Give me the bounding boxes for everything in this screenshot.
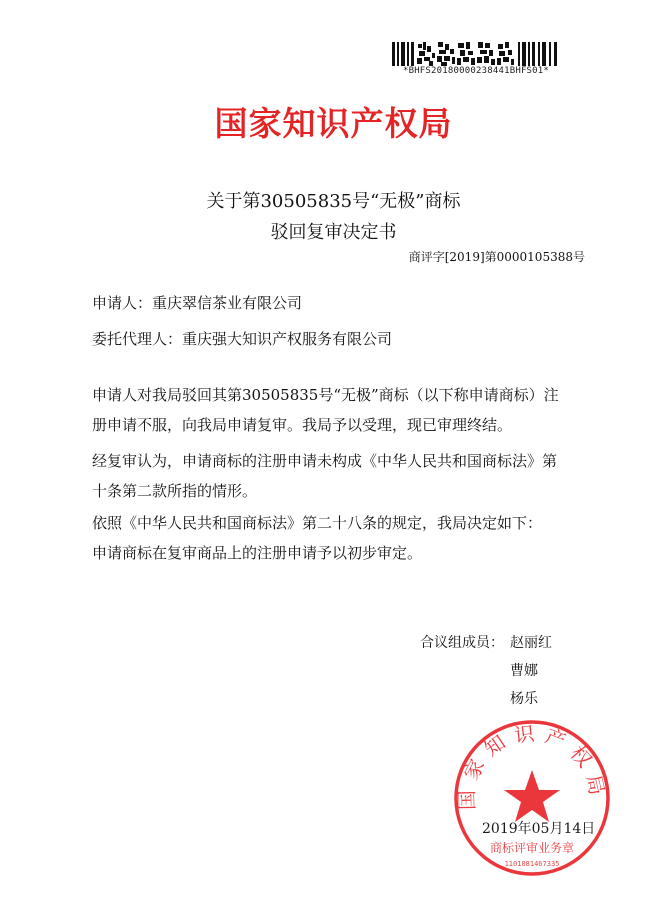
barcode — [392, 42, 560, 66]
panel-member: 赵丽红 — [510, 635, 552, 651]
panel-member: 杨乐 — [510, 691, 538, 707]
panel-member: 曹娜 — [510, 663, 538, 679]
official-seal — [452, 718, 612, 878]
agency-name: 国家知识产权局 — [214, 104, 453, 143]
svg-text:商标评审业务章: 商标评审业务章 — [489, 841, 575, 855]
applicant: 申请人：重庆翠信茶业有限公司 — [92, 294, 303, 312]
body-paragraph-3: 依照《中华人民共和国商标法》第二十八条的规定，我局决定如下： — [92, 514, 543, 532]
body-line: 申请人对我局驳回其第30505835号“无极”商标（以下称申请商标）注 — [92, 386, 559, 404]
svg-text:国家知识产权局: 国家知识产权局 — [454, 721, 610, 811]
agent: 委托代理人：重庆强大知识产权服务有限公司 — [92, 330, 393, 348]
body-line: 十条第二款所指的情形。 — [92, 482, 258, 500]
body-paragraph-2 — [92, 446, 574, 506]
body-paragraph-4: 申请商标在复审商品上的注册申请予以初步审定。 — [92, 544, 423, 562]
document-title-line2: 驳回复审决定书 — [270, 222, 397, 243]
body-paragraph-1 — [92, 380, 574, 440]
document-title-line1: 关于第30505835号“无极”商标 — [206, 191, 461, 212]
svg-text:1101081467335: 1101081467335 — [504, 860, 560, 868]
body-line: 册申请不服，向我局申请复审。我局予以受理，现已审理终结。 — [92, 416, 513, 434]
seal-date: 2019年05月14日 — [482, 821, 596, 837]
document-number: 商评字[2019]第0000105388号 — [408, 250, 585, 264]
body-line: 经复审认为，申请商标的注册申请未构成《中华人民共和国商标法》第 — [92, 452, 558, 470]
barcode-number: *BHFS20180000238441BHFS01* — [402, 66, 550, 76]
panel-label: 合议组成员： — [420, 635, 504, 651]
